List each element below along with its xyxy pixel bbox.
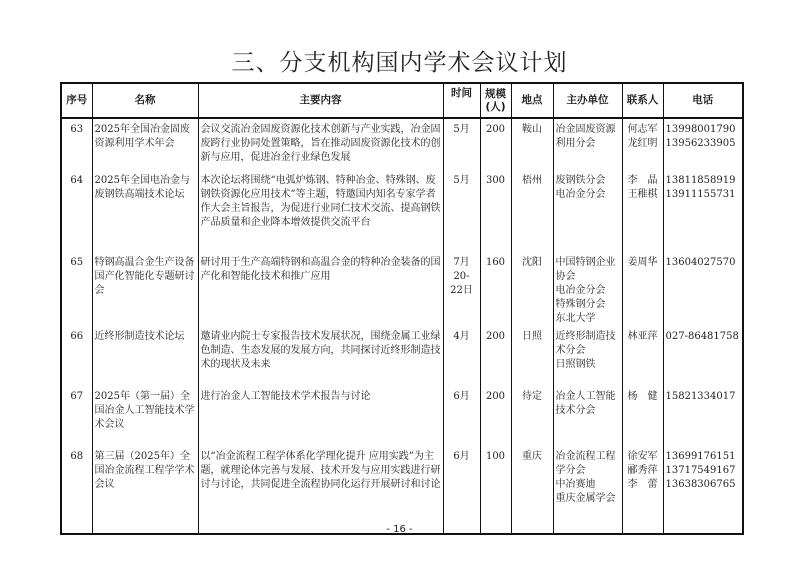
conference-place: 日照 [511,326,553,386]
conference-name: 2025年（第一届）全国冶金人工智能技术学术会议 [92,386,198,446]
conference-table [60,82,744,535]
conference-content: 本次论坛将围绕“电弧炉炼钢、特种冶金、特殊钢、废钢铁资源化应用技术”等主题，特邀国内知名专家学者作大会主旨报告，为促进行业同仁技术交流、提高钢铁产品质量和企业降本增效提供交流平台 [198,170,443,252]
table-row [61,386,743,446]
header-scale: 规模 (人) [480,83,511,118]
row-number: 68 [61,446,92,534]
row-number: 64 [61,170,92,252]
table-row [61,326,743,386]
page-number: - 16 - [386,524,413,535]
conference-name: 2025年全国电冶金与废钢铁高端技术论坛 [92,170,198,252]
conference-content: 进行冶金人工智能技术学术报告与讨论 [198,386,443,446]
table-row [61,118,743,170]
conference-time: 6月 [443,446,480,534]
row-number: 66 [61,326,92,386]
conference-organizer: 近终形制造技术分会 日照钢铁 [553,326,622,386]
conference-content: 邀请业内院士专家报告技术发展状况，围绕金属工业绿色制造、生态发展的发展方向，共同探讨近终形制造技术的现状及未来 [198,326,443,386]
conference-name: 特钢高温合金生产设备国产化智能化专题研讨会 [92,252,198,326]
conference-time: 5月 [443,170,480,252]
conference-place: 待定 [511,386,553,446]
conference-scale: 200 [480,118,511,170]
row-number: 67 [61,386,92,446]
conference-organizer: 中国特钢企业协会 电冶金分会 特殊钢分会 东北大学 [553,252,622,326]
conference-organizer: 冶金人工智能技术分会 [553,386,622,446]
conference-organizer: 冶金固废资源利用分会 [553,118,622,170]
conference-contact: 林亚萍 [622,326,663,386]
conference-place: 梧州 [511,170,553,252]
conference-time: 6月 [443,386,480,446]
conference-organizer: 冶金流程工程学分会 中冶赛迪 重庆金属学会 [553,446,622,534]
conference-place: 重庆 [511,446,553,534]
conference-phone: 13811858919 13911155731 [663,170,743,252]
header-phone: 电话 [663,83,743,118]
conference-content: 研讨用于生产高端特钢和高温合金的特种冶金装备的国产化和智能化技术和推广应用 [198,252,443,326]
conference-phone: 15821334017 [663,386,743,446]
page-title: 三、分支机构国内学术会议计划 [231,50,568,76]
header-content: 主要内容 [198,83,443,118]
header-name: 名称 [92,83,198,118]
row-number: 63 [61,118,92,170]
conference-time: 7月20- 22日 [443,252,480,326]
conference-phone: 13604027570 [663,252,743,326]
conference-organizer: 废钢铁分会 电冶金分会 [553,170,622,252]
conference-phone: 13998001790 13956233905 [663,118,743,170]
header-contact: 联系人 [622,83,663,118]
conference-contact: 杨 健 [622,386,663,446]
conference-name: 2025年全国冶金固废资源利用学术年会 [92,118,198,170]
conference-name: 近终形制造技术论坛 [92,326,198,386]
header-organizer: 主办单位 [553,83,622,118]
header-time: 时间 [443,83,480,118]
conference-time: 4月 [443,326,480,386]
conference-contact: 李 晶 王稚棋 [622,170,663,252]
conference-contact: 姜周华 [622,252,663,326]
conference-place: 鞍山 [511,118,553,170]
table-row [61,252,743,326]
conference-phone: 027-86481758 [663,326,743,386]
conference-content: 以“冶金流程工程学体系化学理化提升 应用实践”为主题，就理论体完善与发展、技术开发与应用实践进行研讨与讨论，共同促进全流程协同化运行开展研讨和讨论 [198,446,443,534]
conference-contact: 徐安军 郦秀萍 李 蕾 [622,446,663,534]
conference-time: 5月 [443,118,480,170]
conference-scale: 160 [480,252,511,326]
conference-scale: 300 [480,170,511,252]
conference-scale: 200 [480,326,511,386]
conference-phone: 13699176151 13717549167 13638306765 [663,446,743,534]
row-number: 65 [61,252,92,326]
table-header-row [61,83,743,118]
conference-contact: 何志军 龙红明 [622,118,663,170]
table-row [61,170,743,252]
conference-scale: 100 [480,446,511,534]
conference-place: 沈阳 [511,252,553,326]
conference-name: 第三届（2025年）全国冶金流程工程学学术会议 [92,446,198,534]
conference-scale: 200 [480,386,511,446]
table-row [61,446,743,534]
conference-content: 会议交流冶金固废资源化技术创新与产业实践，冶金固废跨行业协同处置策略，旨在推动固废资源化技术的创新与应用，促进冶金行业绿色发展 [198,118,443,170]
header-place: 地点 [511,83,553,118]
header-no: 序号 [61,83,92,118]
